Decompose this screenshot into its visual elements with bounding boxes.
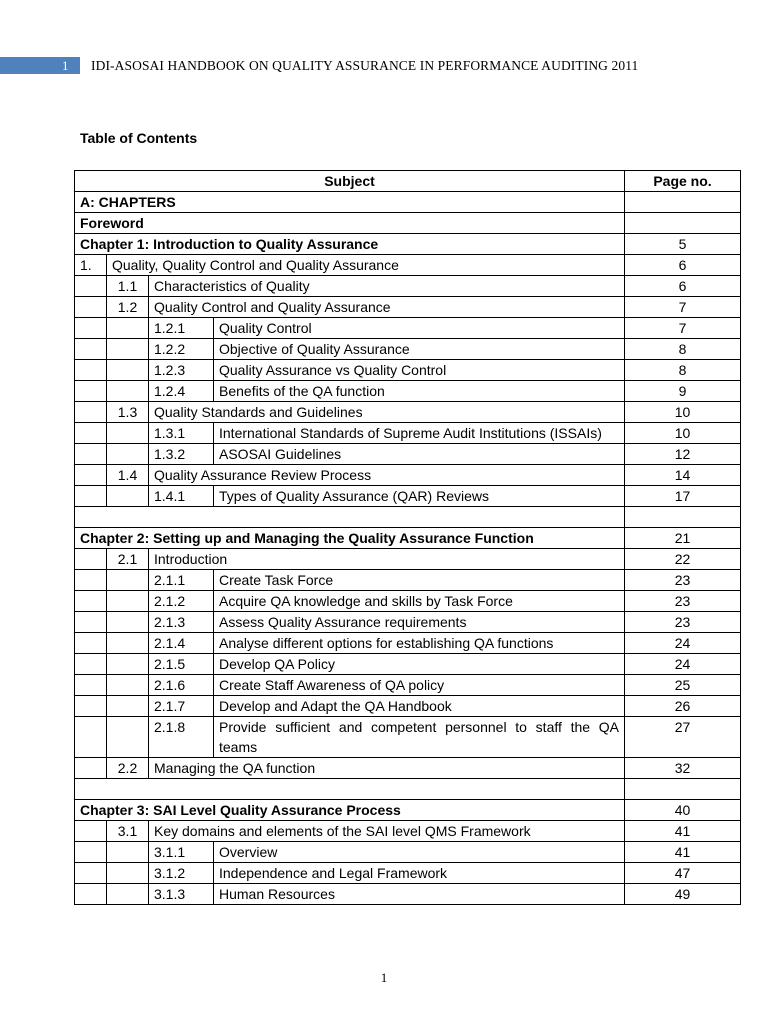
page-number: 21: [625, 528, 741, 549]
section-number: 1.2.2: [149, 339, 214, 360]
page-number: 40: [625, 800, 741, 821]
page-number: 24: [625, 654, 741, 675]
section-number: 3.1.3: [149, 884, 214, 905]
section-title[interactable]: Quality Control: [214, 318, 625, 339]
section-heading[interactable]: A: CHAPTERS: [75, 192, 625, 213]
section-title[interactable]: Characteristics of Quality: [149, 276, 625, 297]
section-number: 3.1.1: [149, 842, 214, 863]
section-number: 2.2: [107, 758, 149, 779]
section-number: 1.2.3: [149, 360, 214, 381]
toc-table: [74, 170, 741, 905]
page-number: 8: [625, 360, 741, 381]
table-row: [75, 276, 741, 297]
table-row: [75, 863, 741, 884]
page-number: 9: [625, 381, 741, 402]
page-number: 6: [625, 255, 741, 276]
page-number: 7: [625, 318, 741, 339]
table-row: [75, 528, 741, 549]
section-title[interactable]: Managing the QA function: [149, 758, 625, 779]
table-row: [75, 612, 741, 633]
table-row: [75, 213, 741, 234]
table-row: [75, 486, 741, 507]
table-row: [75, 696, 741, 717]
section-title[interactable]: ASOSAI Guidelines: [214, 444, 625, 465]
section-title[interactable]: Analyse different options for establishing QA functions: [214, 633, 625, 654]
table-row: [75, 654, 741, 675]
header-page-number: 1: [62, 58, 69, 73]
footer-page-number: 1: [380, 970, 388, 985]
header-title: IDI-ASOSAI HANDBOOK ON QUALITY ASSURANCE IN PERFORMANCE AUDITING 2011: [91, 58, 639, 73]
table-row: [75, 675, 741, 696]
table-row: [75, 758, 741, 779]
page-number: 41: [625, 842, 741, 863]
table-row: [75, 884, 741, 905]
page-number: 26: [625, 696, 741, 717]
table-row: [75, 465, 741, 486]
section-title[interactable]: Human Resources: [214, 884, 625, 905]
table-row: [75, 402, 741, 423]
section-title[interactable]: Develop QA Policy: [214, 654, 625, 675]
section-number: 1.3.2: [149, 444, 214, 465]
section-title[interactable]: Provide sufficient and competent personnel to staff the QA teams: [214, 717, 625, 758]
section-number: 1.2: [107, 297, 149, 318]
table-row: [75, 192, 741, 213]
section-title[interactable]: Objective of Quality Assurance: [214, 339, 625, 360]
section-title[interactable]: Introduction: [149, 549, 625, 570]
table-row: [75, 381, 741, 402]
page-number: 14: [625, 465, 741, 486]
section-number: 2.1.6: [149, 675, 214, 696]
section-number: 2.1.7: [149, 696, 214, 717]
section-title[interactable]: Overview: [214, 842, 625, 863]
section-number: 1.4.1: [149, 486, 214, 507]
section-title[interactable]: Quality, Quality Control and Quality Assurance: [107, 255, 625, 276]
section-number: 2.1.5: [149, 654, 214, 675]
table-row: [75, 800, 741, 821]
table-row: [75, 360, 741, 381]
section-title[interactable]: Quality Control and Quality Assurance: [149, 297, 625, 318]
section-title[interactable]: Create Task Force: [214, 570, 625, 591]
section-title[interactable]: Acquire QA knowledge and skills by Task Force: [214, 591, 625, 612]
spacer-row: [75, 779, 741, 800]
page-number: 10: [625, 423, 741, 444]
toc-heading: Table of Contents: [80, 130, 198, 146]
section-number: 2.1.3: [149, 612, 214, 633]
section-number: 1.4: [107, 465, 149, 486]
page-number: 41: [625, 821, 741, 842]
table-row: [75, 842, 741, 863]
table-row: [75, 633, 741, 654]
chapter-entry[interactable]: Chapter 2: Setting up and Managing the Quality Assurance Function: [75, 528, 625, 549]
section-title[interactable]: International Standards of Supreme Audit Institutions (ISSAIs): [214, 423, 625, 444]
section-title[interactable]: Types of Quality Assurance (QAR) Reviews: [214, 486, 625, 507]
page-number: 27: [625, 717, 741, 758]
page-number: 6: [625, 276, 741, 297]
table-row: [75, 234, 741, 255]
table-row: [75, 591, 741, 612]
page-number: 25: [625, 675, 741, 696]
chapter-entry[interactable]: Chapter 3: SAI Level Quality Assurance Process: [75, 800, 625, 821]
table-row: [75, 423, 741, 444]
section-number: 1.2.4: [149, 381, 214, 402]
chapter-entry[interactable]: Chapter 1: Introduction to Quality Assurance: [75, 234, 625, 255]
table-header-row: [75, 171, 741, 192]
table-row: [75, 318, 741, 339]
page-number: 22: [625, 549, 741, 570]
section-title[interactable]: Key domains and elements of the SAI level QMS Framework: [149, 821, 625, 842]
table-row: [75, 570, 741, 591]
page-number: 17: [625, 486, 741, 507]
page-number: 32: [625, 758, 741, 779]
section-number: 2.1.4: [149, 633, 214, 654]
section-number: 1.3.1: [149, 423, 214, 444]
subject-column-header: Subject: [75, 171, 625, 192]
section-number: 2.1.2: [149, 591, 214, 612]
section-number: 1.2.1: [149, 318, 214, 339]
section-title[interactable]: Quality Assurance vs Quality Control: [214, 360, 625, 381]
page-number: 23: [625, 591, 741, 612]
page-number: 12: [625, 444, 741, 465]
page-number: 8: [625, 339, 741, 360]
section-title[interactable]: Quality Assurance Review Process: [149, 465, 625, 486]
page-number: 10: [625, 402, 741, 423]
section-number: 2.1.8: [149, 717, 214, 758]
table-row: [75, 717, 741, 758]
page-number: 23: [625, 612, 741, 633]
table-row: [75, 444, 741, 465]
table-row: [75, 297, 741, 318]
table-row: [75, 255, 741, 276]
section-title[interactable]: Benefits of the QA function: [214, 381, 625, 402]
section-title[interactable]: Develop and Adapt the QA Handbook: [214, 696, 625, 717]
section-number: 1.1: [107, 276, 149, 297]
page-number: 24: [625, 633, 741, 654]
section-title[interactable]: Quality Standards and Guidelines: [149, 402, 625, 423]
page-number: 23: [625, 570, 741, 591]
page-number: 49: [625, 884, 741, 905]
section-title[interactable]: Create Staff Awareness of QA policy: [214, 675, 625, 696]
spacer-row: [75, 507, 741, 528]
table-row: [75, 821, 741, 842]
page-number: 5: [625, 234, 741, 255]
section-number: 3.1: [107, 821, 149, 842]
page-number: 47: [625, 863, 741, 884]
table-row: [75, 549, 741, 570]
section-title[interactable]: Assess Quality Assurance requirements: [214, 612, 625, 633]
table-row: [75, 339, 741, 360]
section-number: 1.: [75, 255, 107, 276]
foreword-entry[interactable]: Foreword: [75, 213, 625, 234]
section-number: 1.3: [107, 402, 149, 423]
section-number: 2.1: [107, 549, 149, 570]
section-number: 2.1.1: [149, 570, 214, 591]
page-number: 7: [625, 297, 741, 318]
section-number: 3.1.2: [149, 863, 214, 884]
section-title[interactable]: Independence and Legal Framework: [214, 863, 625, 884]
page-column-header: Page no.: [625, 171, 741, 192]
